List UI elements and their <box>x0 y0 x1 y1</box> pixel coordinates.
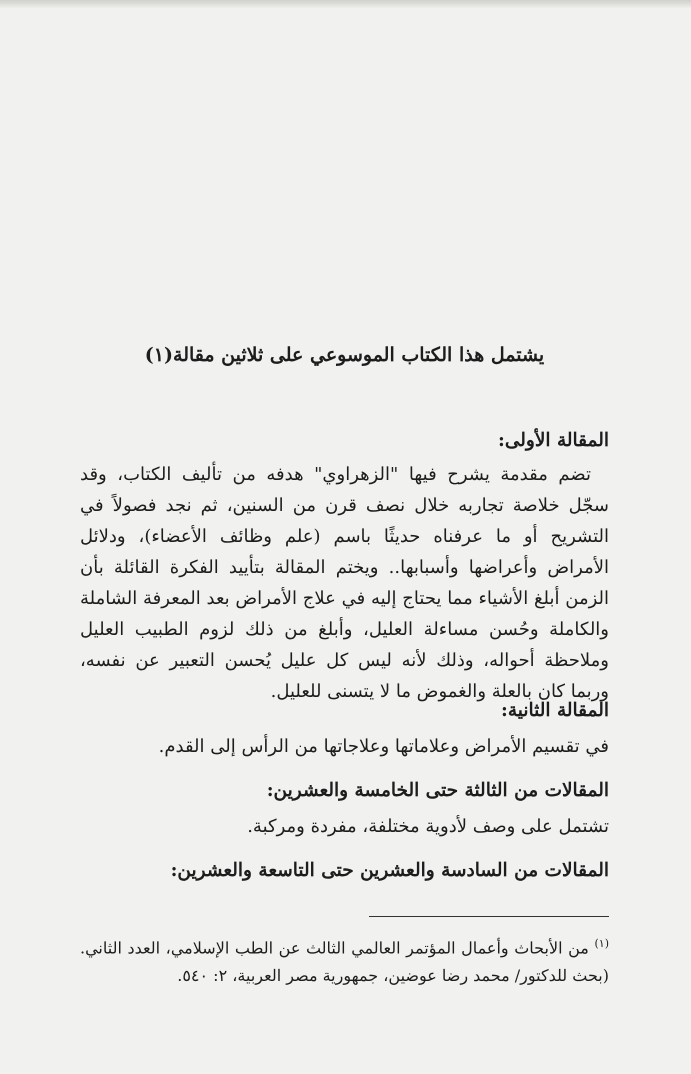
footnote-separator <box>369 916 609 917</box>
section-article-2 <box>80 694 609 762</box>
footnote-text: من الأبحاث وأعمال المؤتمر العالمي الثالث عن الطب الإسلامي، العدد الثاني. (بحث للدكتور/ محمد رضا عوضين، جمهورية مصر العربية، ٢: ٥٤٠. <box>80 938 609 986</box>
section-title: المقالات من الثالثة حتى الخامسة والعشرين: <box>266 780 609 801</box>
section-title: المقالة الثانية: <box>501 700 609 721</box>
main-heading: يشتمل هذا الكتاب الموسوعي على ثلاثين مقالة(١) <box>144 344 545 366</box>
section-article-1 <box>80 424 609 707</box>
section-articles-3-25 <box>80 774 609 842</box>
page-top-edge <box>0 0 691 8</box>
section-title: المقالة الأولى: <box>498 430 609 451</box>
section-paragraph: في تقسيم الأمراض وعلاماتها وعلاجاتها من الرأس إلى القدم. <box>158 736 609 757</box>
section-paragraph: تضم مقدمة يشرح فيها "الزهراوي" هدفه من تأليف الكتاب، وقد سجّل خلاصة تجاربه خلال نصف قرن من السنين، ثم نجد فصولاً في التشريح أو ما عرفناه حديثًا باسم (علم وظائف الأعضاء)، ودلائل الأمراض وأعراضها وأسبابها.. ويختم المقالة بتأييد الفكرة القائلة بأن الزمن أبلغ الأشياء مما يحتاج إليه في علاج الأمراض بعد المعرفة الشاملة والكاملة وحُسن مساءلة العليل، وأبلغ من ذلك لزوم الطبيب العليل وملاحظة أحواله، وذلك لأنه ليس كل عليل يُحسن التعبير عن نفسه، وربما كان بالعلة والغموض ما لا يتسنى للعليل. <box>80 464 609 702</box>
footnote <box>80 930 609 990</box>
section-paragraph: تشتمل على وصف لأدوية مختلفة، مفردة ومركبة. <box>247 816 609 837</box>
section-articles-26-29 <box>80 854 609 887</box>
section-title: المقالات من السادسة والعشرين حتى التاسعة والعشرين: <box>170 860 609 881</box>
footnote-marker: (١) <box>594 937 609 950</box>
